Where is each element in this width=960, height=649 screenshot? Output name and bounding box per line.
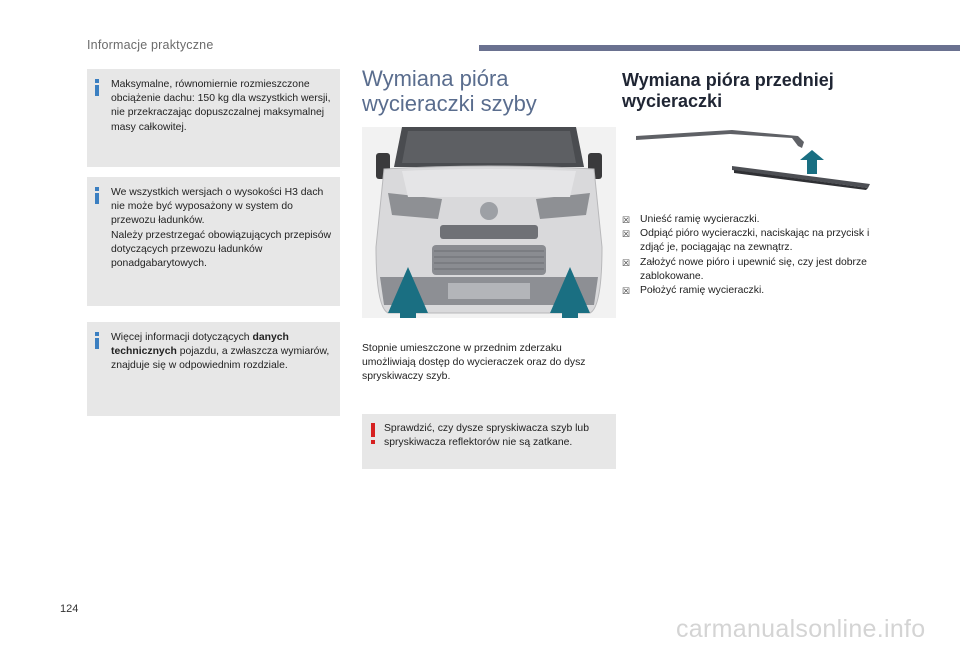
note-technical-data-text: [111, 331, 332, 374]
site-watermark[interactable]: carmanualsonline.info: [676, 615, 926, 643]
warning-icon: [371, 423, 375, 437]
section-title-line1: Wymiana pióra: [362, 66, 509, 91]
note-tech-post: pojazdu, a zwłaszcza wymiarów, znajduje się w odpowiednim rozdziale.: [111, 346, 330, 372]
step-text: Położyć ramię wycieraczki.: [640, 285, 765, 297]
wiper-steps-list: [622, 213, 882, 298]
front-bumper-caption: Stopnie umieszczone w przednim zderzaku umożliwiają dostęp do wycieraczek oraz do dysz spryskiwaczy szyb.: [362, 343, 586, 383]
note-h3-roof: [87, 177, 340, 306]
header-title: Informacje praktyczne: [87, 38, 214, 52]
note-h3-line1: We wszystkich wersjach o wysokości H3 dach nie może być wyposażony w system do przewozu ładunków.: [111, 187, 324, 227]
wiper-drawing: [622, 126, 882, 196]
checkbox-bullet-icon: ☒: [622, 215, 631, 225]
note-tech-pre: Więcej informacji dotyczących: [111, 332, 253, 343]
step-text: Unieść ramię wycieraczki.: [640, 214, 760, 225]
warning-text: Sprawdzić, czy dysze spryskiwacza szyb lub spryskiwacza reflektorów nie są zatkane.: [384, 423, 589, 449]
note-h3-line2: Należy przestrzegać obowiązujących przepisów dotyczących przewozu ładunków ponadgabarytowych.: [111, 229, 332, 270]
header-accent-bar: [479, 45, 960, 51]
note-roof-load-text: Maksymalne, równomiernie rozmieszczone obciążenie dachu: 150 kg dla wszystkich wersji, nie przekraczając dopuszczalnej maksymalnej masy całkowitej.: [111, 79, 331, 133]
note-technical-data: [87, 322, 340, 416]
step-text: Odpiąć pióro wycieraczki, naciskając na przycisk i zdjąć je, pociągając na zewnątrz.: [640, 228, 870, 254]
step-item: [622, 256, 882, 284]
warning-note: [362, 414, 616, 469]
note-h3-roof-text: [111, 186, 332, 271]
note-roof-load: [87, 69, 340, 167]
checkbox-bullet-icon: ☒: [622, 286, 631, 297]
lift-arrow-icon: [800, 150, 824, 174]
section-title-front-wiper: [622, 70, 834, 112]
wiper-blade-illustration: [622, 126, 882, 196]
page-number: 124: [60, 603, 79, 615]
section-title-line2: wycieraczki szyby: [362, 91, 537, 116]
right-title-line2: wycieraczki: [622, 91, 723, 111]
step-item: [622, 227, 882, 255]
note-tech-bold: danych technicznych: [111, 332, 289, 358]
checkbox-bullet-icon: ☒: [622, 257, 631, 268]
step-item: [622, 213, 882, 227]
right-title-line1: Wymiana pióra przedniej: [622, 70, 834, 90]
step-item: [622, 284, 882, 298]
section-title-wiper-blade: [362, 66, 537, 116]
step-text: Założyć nowe pióro i upewnić się, czy jest dobrze zablokowane.: [640, 256, 867, 282]
van-front-drawing: [362, 127, 616, 318]
van-front-illustration: [362, 127, 616, 318]
checkbox-bullet-icon: ☒: [622, 229, 631, 240]
